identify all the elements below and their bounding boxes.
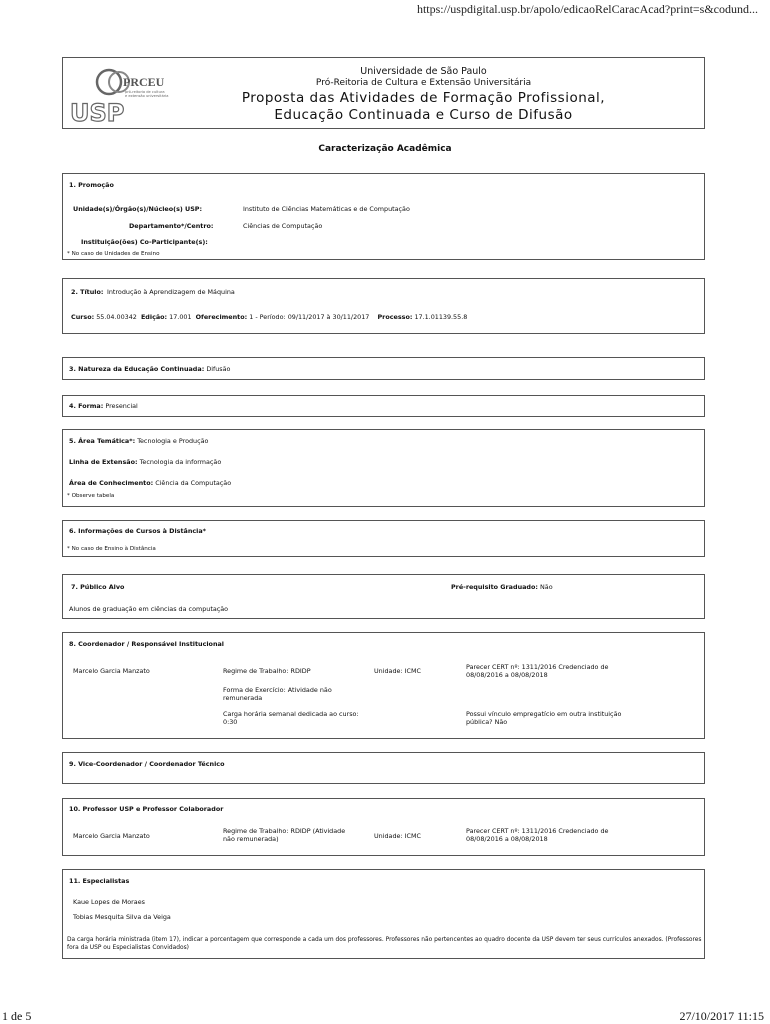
section-note: * No caso de Ensino à Distância bbox=[67, 546, 156, 552]
section-note: * Observe tabela bbox=[67, 493, 115, 499]
section-title: 10. Professor USP e Professor Colaborador bbox=[69, 805, 224, 813]
forma-line bbox=[69, 402, 138, 410]
titulo-value: Introdução à Aprendizagem de Máquina bbox=[107, 288, 235, 296]
print-datetime: 27/10/2017 11:15 bbox=[679, 1009, 764, 1023]
professor-name: Marcelo Garcia Manzato bbox=[73, 832, 150, 840]
linha-line bbox=[69, 458, 221, 466]
pro-reitoria-name: Pró-Reitoria de Cultura e Extensão Universitária bbox=[315, 78, 532, 88]
natureza-label: 3. Natureza da Educação Continuada: bbox=[69, 365, 205, 373]
curso-line bbox=[71, 313, 467, 321]
coordenador-name: Marcelo Garcia Manzato bbox=[73, 667, 150, 675]
coordenador-forma: Forma de Exercício: Atividade não remunerada bbox=[223, 686, 332, 702]
section-professor bbox=[62, 798, 705, 856]
especialistas-note: Da carga horária ministrada (item 17), indicar a porcentagem que corresponde a cada um dos professores. Professores não pertencentes ao quadro docente da USP devem ter seus currículos anexados. (Professores fora da USP ou Especialistas Convidados) bbox=[67, 937, 702, 951]
section-vice-coordenador bbox=[62, 752, 705, 784]
instituicao-label: Instituição(ões) Co-Participante(s): bbox=[81, 238, 208, 246]
forma-label: 4. Forma: bbox=[69, 402, 104, 410]
especialista-item: Kaue Lopes de Moraes bbox=[73, 898, 145, 906]
conhecimento-line bbox=[69, 479, 231, 487]
conhecimento-label: Área de Conhecimento: bbox=[69, 479, 154, 487]
conhecimento-value: Ciência da Computação bbox=[155, 479, 232, 487]
professor-regime: Regime de Trabalho: RDIDP (Atividade não remunerada) bbox=[223, 827, 346, 843]
header-box bbox=[62, 57, 705, 129]
coordenador-regime: Regime de Trabalho: RDIDP bbox=[223, 667, 311, 675]
unidade-label: Unidade(s)/Órgão(s)/Núcleo(s) USP: bbox=[73, 205, 203, 213]
curso-value: 55.04.00342 bbox=[96, 313, 137, 321]
departamento-label: Departamento*/Centro: bbox=[129, 222, 214, 230]
prerequisito-value: Não bbox=[540, 583, 553, 591]
prerequisito-label: Pré-requisito Graduado: bbox=[451, 583, 538, 591]
proposal-title-line1: Proposta das Atividades de Formação Profissional, bbox=[241, 90, 606, 106]
section-publico-alvo bbox=[62, 574, 705, 619]
edicao-value: 17.001 bbox=[169, 313, 192, 321]
processo-label: Processo: bbox=[377, 313, 413, 321]
forma-value: Presencial bbox=[105, 402, 138, 410]
prceu-logo-text: PRCEU bbox=[123, 75, 165, 89]
section-distancia bbox=[62, 520, 705, 557]
coordenador-parecer: Parecer CERT nº: 1311/2016 Credenciado de 08/08/2016 a 08/08/2018 bbox=[466, 663, 609, 679]
processo-value: 17.1.01139.55.8 bbox=[414, 313, 468, 321]
section-natureza bbox=[62, 357, 705, 380]
section-promocao bbox=[62, 173, 705, 260]
section-title: 7. Público Alvo bbox=[71, 583, 125, 591]
professor-unidade: Unidade: ICMC bbox=[374, 832, 421, 840]
natureza-line bbox=[69, 365, 230, 373]
departamento-value: Ciências de Computação bbox=[243, 222, 323, 230]
titulo-label: 2. Título: bbox=[71, 288, 104, 296]
section-coordenador bbox=[62, 632, 705, 739]
edicao-label: Edição: bbox=[140, 313, 168, 321]
page-counter: 1 de 5 bbox=[2, 1009, 32, 1023]
curso-label: Curso: bbox=[71, 313, 95, 321]
section-title: 9. Vice-Coordenador / Coordenador Técnico bbox=[69, 760, 225, 768]
especialista-item: Tobias Mesquita Silva da Veiga bbox=[73, 913, 171, 921]
university-name: Universidade de São Paulo bbox=[360, 66, 487, 77]
section-title: 8. Coordenador / Responsável Institucional bbox=[69, 640, 225, 648]
section-title: 6. Informações de Cursos à Distância* bbox=[69, 527, 206, 535]
coordenador-carga: Carga horária semanal dedicada ao curso: 0:30 bbox=[223, 710, 359, 726]
natureza-value: Difusão bbox=[206, 365, 231, 373]
linha-label: Linha de Extensão: bbox=[69, 458, 138, 466]
unidade-value: Instituto de Ciências Matemáticas e de Computação bbox=[243, 205, 410, 213]
professor-parecer: Parecer CERT nº: 1311/2016 Credenciado de 08/08/2016 a 08/08/2018 bbox=[466, 827, 609, 843]
prceu-logo-sub2: e extensão universitária bbox=[125, 94, 169, 98]
section-title: 11. Especialistas bbox=[69, 877, 130, 885]
publico-value: Alunos de graduação em ciências da computação bbox=[69, 605, 229, 613]
section-note: * No caso de Unidades de Ensino bbox=[67, 251, 160, 257]
section-title: 1. Promoção bbox=[69, 181, 114, 189]
area-label: 5. Área Temática*: bbox=[69, 437, 136, 445]
section-especialistas bbox=[62, 869, 705, 959]
section-titulo bbox=[62, 278, 705, 334]
proposal-title-line2: Educação Continuada e Curso de Difusão bbox=[274, 107, 573, 123]
usp-logo-text: USP bbox=[70, 99, 125, 124]
coordenador-unidade: Unidade: ICMC bbox=[374, 667, 421, 675]
oferecimento-label: Oferecimento: bbox=[195, 313, 248, 321]
prerequisito-line bbox=[451, 583, 553, 591]
section-forma bbox=[62, 395, 705, 417]
area-value: Tecnologia e Produção bbox=[137, 437, 209, 445]
coordenador-vinculo: Possui vínculo empregatício em outra instituição pública? Não bbox=[466, 710, 622, 726]
oferecimento-value: 1 - Período: 09/11/2017 à 30/11/2017 bbox=[249, 313, 370, 321]
section-area-tematica bbox=[62, 429, 705, 507]
page-heading: Caracterização Acadêmica bbox=[318, 144, 452, 154]
browser-url: https://uspdigital.usp.br/apolo/edicaoRelCaracAcad?print=s&codund... bbox=[416, 2, 758, 16]
linha-value: Tecnologia da informação bbox=[139, 458, 222, 466]
area-line bbox=[69, 437, 208, 445]
prceu-logo-sub1: pró-reitoria de cultura bbox=[125, 90, 165, 94]
